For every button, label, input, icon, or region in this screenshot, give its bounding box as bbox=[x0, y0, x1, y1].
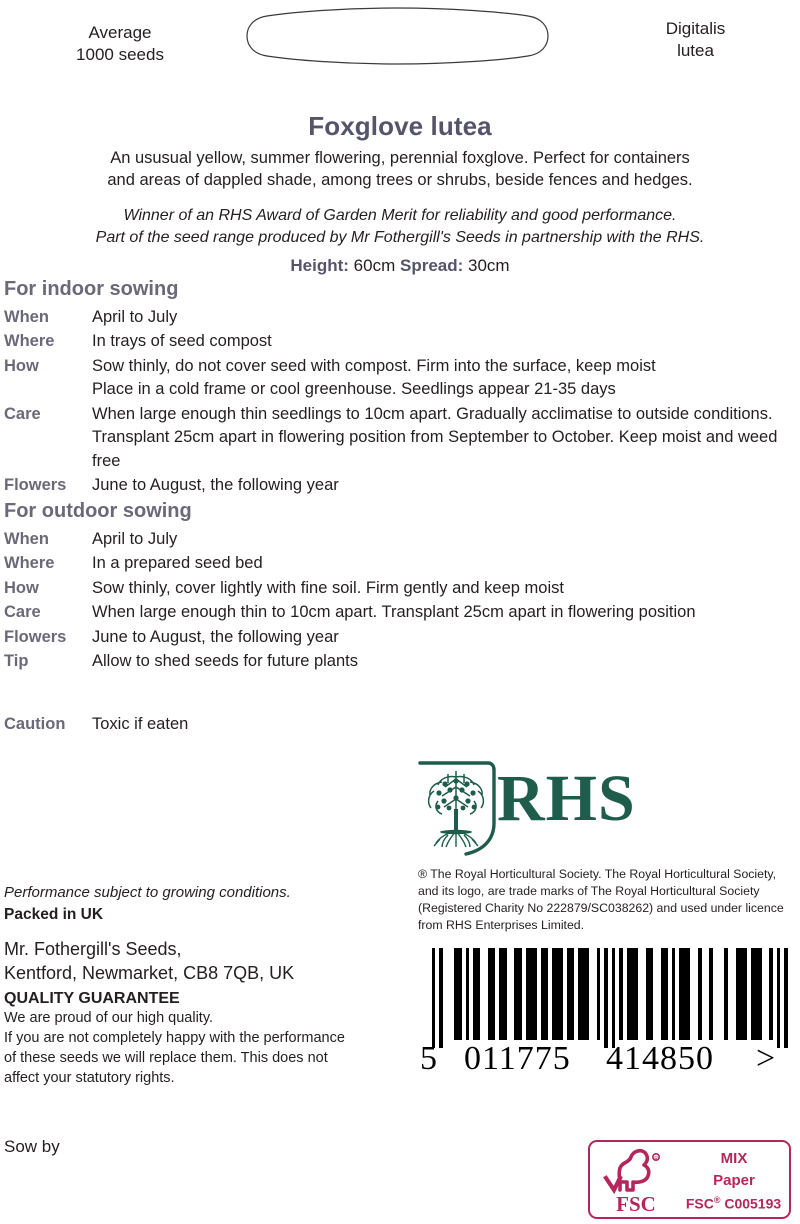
outdoor-tip-value: Allow to shed seeds for future plants bbox=[92, 652, 358, 671]
quality-guarantee-text bbox=[4, 1009, 404, 1088]
packet-header bbox=[0, 0, 800, 92]
height-value: 60cm bbox=[353, 256, 396, 275]
outdoor-row-flowers bbox=[0, 626, 800, 649]
outdoor-flowers-label: Flowers bbox=[4, 627, 67, 646]
sow-by-field bbox=[4, 1137, 60, 1157]
guarantee-line-2: If you are not completely happy with the performance bbox=[4, 1029, 345, 1046]
indoor-care-label: Care bbox=[4, 404, 41, 423]
average-seeds-line-1: Average bbox=[88, 23, 152, 42]
indoor-where-label: Where bbox=[4, 332, 55, 351]
indoor-where-value: In trays of seed compost bbox=[92, 332, 272, 351]
packed-in-label: Packed in UK bbox=[4, 906, 104, 923]
outdoor-row-how bbox=[0, 577, 800, 600]
outdoor-care-label: Care bbox=[4, 603, 41, 622]
outdoor-when-label: When bbox=[4, 530, 49, 548]
indoor-how-label: How bbox=[4, 356, 39, 375]
rhs-legal-line-2: and its logo, are trade marks of The Royal Horticultural Society bbox=[418, 883, 760, 898]
fsc-code-value: C005193 bbox=[720, 1195, 782, 1212]
fsc-mix-line-2: Paper bbox=[713, 1171, 755, 1189]
indoor-when-value: April to July bbox=[92, 308, 178, 326]
performance-note: Performance subject to growing conditions. bbox=[4, 884, 291, 901]
company-address bbox=[4, 938, 404, 986]
indoor-how-value-line-1: Sow thinly, do not cover seed with compost. Firm into the surface, keep moist bbox=[92, 356, 656, 375]
caution-section bbox=[0, 713, 800, 737]
latin-name-line-1: Digitalis bbox=[665, 19, 726, 38]
quality-guarantee-heading: QUALITY GUARANTEE bbox=[4, 990, 180, 1007]
address-line-2: Kentford, Newmarket, CB8 7QB, UK bbox=[4, 962, 295, 983]
indoor-row-flowers bbox=[0, 474, 800, 497]
latin-name-text bbox=[613, 18, 778, 62]
rhs-tree-icon bbox=[429, 771, 484, 847]
outdoor-where-label: Where bbox=[4, 554, 55, 573]
average-seeds-text bbox=[30, 22, 210, 66]
outdoor-where-value: In a prepared seed bed bbox=[92, 554, 263, 573]
fsc-tree-checkmark-icon bbox=[600, 1148, 672, 1198]
outdoor-when-value: April to July bbox=[92, 530, 178, 548]
rhs-legal-line-1: ® The Royal Horticultural Society. The Royal Horticultural Society, bbox=[418, 867, 777, 881]
guarantee-line-3: of these seeds we will replace them. This does not bbox=[4, 1049, 328, 1066]
spread-value: 30cm bbox=[468, 256, 510, 275]
barcode bbox=[418, 948, 788, 1078]
rhs-legal-text bbox=[418, 866, 800, 934]
indoor-how-value-line-2: Place in a cold frame or cool greenhouse. Seedlings appear 21-35 days bbox=[92, 380, 616, 399]
fsc-code-prefix: FSC bbox=[685, 1195, 714, 1212]
plant-dimensions bbox=[0, 256, 800, 276]
outdoor-row-when bbox=[0, 528, 800, 551]
barcode-left-group: 011775 bbox=[464, 1040, 571, 1077]
indoor-sowing-heading: For indoor sowing bbox=[4, 278, 179, 300]
svg-text:R: R bbox=[654, 1156, 658, 1162]
outdoor-sowing-section bbox=[0, 500, 800, 675]
outdoor-row-where bbox=[0, 552, 800, 575]
indoor-how-value bbox=[92, 355, 800, 402]
guarantee-line-1: We are proud of our high quality. bbox=[4, 1010, 214, 1026]
rhs-wordmark: RHS bbox=[497, 762, 636, 835]
indoor-row-when bbox=[0, 306, 800, 329]
rhs-legal-line-3: (Registered Charity No 222879/SC038262) and used under licence bbox=[418, 900, 784, 915]
rhs-legal-line-4: from RHS Enterprises Limited. bbox=[418, 917, 585, 932]
seal-outline-shape bbox=[245, 7, 550, 65]
outdoor-care-value: When large enough thin to 10cm apart. Transplant 25cm apart in flowering position bbox=[92, 603, 696, 622]
barcode-digits bbox=[418, 1040, 788, 1078]
outdoor-tip-label: Tip bbox=[4, 652, 29, 671]
outdoor-sowing-heading: For outdoor sowing bbox=[4, 500, 192, 522]
average-seeds-line-2: 1000 seeds bbox=[76, 44, 164, 64]
fsc-code bbox=[676, 1196, 791, 1211]
height-label: Height: bbox=[290, 256, 349, 275]
fsc-certification-badge bbox=[588, 1140, 791, 1219]
indoor-flowers-label: Flowers bbox=[4, 475, 67, 494]
outdoor-how-label: How bbox=[4, 578, 39, 597]
outdoor-how-value: Sow thinly, cover lightly with fine soil. Firm gently and keep moist bbox=[92, 578, 564, 597]
indoor-care-value: When large enough thin seedlings to 10cm apart. Gradually acclimatise to outside conditions. Transplant 25cm apart in flowering position from September to October. Keep moist and weed free bbox=[92, 404, 778, 470]
barcode-right-group: 414850 bbox=[606, 1040, 714, 1077]
indoor-sowing-section bbox=[0, 278, 800, 498]
outdoor-flowers-value: June to August, the following year bbox=[92, 627, 339, 646]
fsc-mix-line-1: MIX bbox=[720, 1150, 748, 1167]
description-line-1: An ususual yellow, summer flowering, perennial foxglove. Perfect for containers bbox=[110, 149, 690, 167]
guarantee-line-4: affect your statutory rights. bbox=[4, 1069, 175, 1086]
fsc-code-registered-mark: ® bbox=[713, 1195, 721, 1205]
rhs-award-note bbox=[28, 205, 772, 249]
barcode-bars bbox=[432, 948, 788, 1048]
indoor-row-how bbox=[0, 355, 800, 402]
barcode-lead-digit: 5 bbox=[420, 1040, 438, 1077]
outdoor-row-care bbox=[0, 601, 800, 624]
description-line-2: and areas of dappled shade, among trees or shrubs, beside fences and hedges. bbox=[107, 170, 693, 189]
barcode-end-marker: > bbox=[756, 1040, 777, 1077]
indoor-row-where bbox=[0, 330, 800, 353]
rhs-note-line-1: Winner of an RHS Award of Garden Merit for reliability and good performance. bbox=[123, 207, 677, 224]
sow-by-label: Sow by bbox=[4, 1137, 60, 1156]
indoor-row-care bbox=[0, 403, 800, 473]
latin-name-line-2: lutea bbox=[677, 40, 714, 60]
fsc-mix-label bbox=[682, 1148, 786, 1192]
address-line-1: Mr. Fothergill's Seeds, bbox=[4, 939, 182, 959]
indoor-when-label: When bbox=[4, 308, 49, 326]
indoor-flowers-value: June to August, the following year bbox=[92, 475, 339, 494]
rhs-note-line-2: Part of the seed range produced by Mr Fothergill's Seeds in partnership with the RHS. bbox=[95, 229, 705, 247]
caution-label: Caution bbox=[4, 715, 66, 733]
spread-label: Spread: bbox=[399, 256, 464, 275]
caution-row bbox=[0, 713, 800, 736]
outdoor-row-tip bbox=[0, 650, 800, 673]
fsc-wordmark: FSC bbox=[616, 1192, 656, 1216]
product-description bbox=[48, 148, 752, 192]
product-title: Foxglove lutea bbox=[308, 111, 492, 141]
caution-value: Toxic if eaten bbox=[92, 715, 189, 733]
